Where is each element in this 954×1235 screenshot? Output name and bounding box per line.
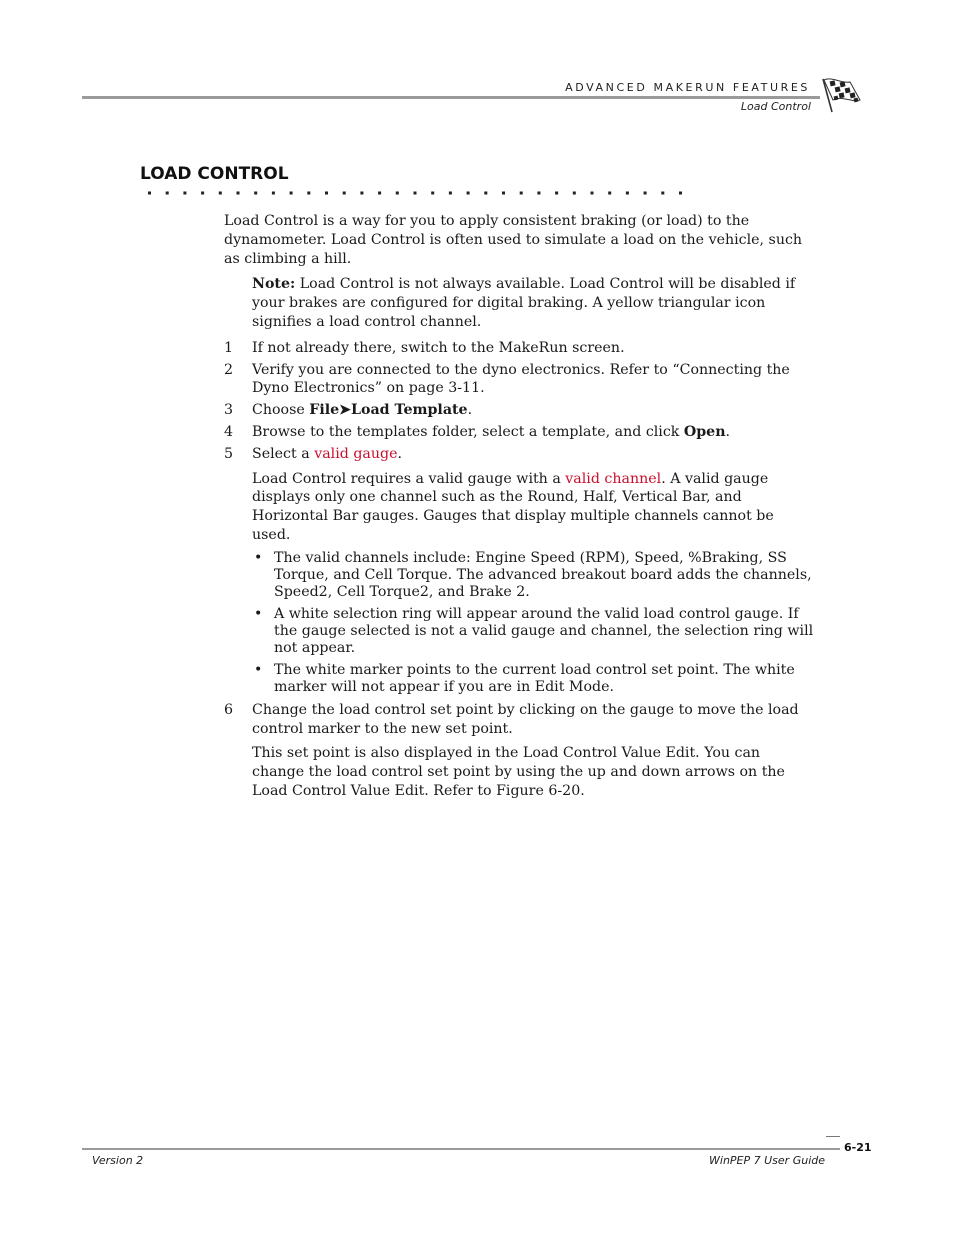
step-number: 6 bbox=[224, 701, 234, 718]
bullet-icon: • bbox=[254, 605, 263, 622]
note-label: Note: bbox=[252, 276, 296, 293]
step-text: Verify you are connected to the dyno electronics. Refer to “Connecting the Dyno Electronics” on page 3-11. bbox=[252, 361, 790, 397]
intro-paragraph: Load Control is a way for you to apply consistent braking (or load) to the dynamometer. Load Control is often used to simulate a load on the vehicle, such as climbing a hill. bbox=[224, 213, 803, 267]
menu-load-template: Load Template bbox=[351, 402, 468, 419]
step-text: Change the load control set point by clicking on the gauge to move the load control marker to the new set point. bbox=[252, 701, 799, 737]
bullet-item bbox=[252, 550, 814, 601]
checkered-flag-icon bbox=[820, 76, 866, 114]
step-text-suffix: . bbox=[725, 423, 731, 440]
step-text: If not already there, switch to the MakeRun screen. bbox=[252, 339, 625, 356]
bullet-text: The valid channels include: Engine Speed (RPM), Speed, %Braking, SS Torque, and Cell Torque. The advanced breakout board adds the channels, Speed2, Cell Torque2, and Brake 2. bbox=[274, 549, 812, 600]
step-text-suffix: . bbox=[397, 445, 402, 462]
step-text-prefix: Browse to the templates folder, select a template, and click bbox=[252, 423, 684, 440]
step-2 bbox=[224, 361, 814, 399]
valid-gauge-link[interactable]: valid gauge bbox=[314, 445, 398, 462]
bullet-text: The white marker points to the current load control set point. The white marker will not appear if you are in Edit Mode. bbox=[274, 661, 795, 695]
section-title: LOAD CONTROL bbox=[140, 164, 289, 184]
bullet-item bbox=[252, 662, 814, 696]
menu-file: File bbox=[309, 402, 340, 419]
bullet-icon: • bbox=[254, 661, 263, 678]
header-rule bbox=[82, 96, 820, 99]
step-6-paragraph: This set point is also displayed in the Load Control Value Edit. You can change the load control set point by using the up and down arrows on the Load Control Value Edit. Refer to Figure 6-20. bbox=[252, 745, 785, 799]
step-4 bbox=[224, 423, 814, 442]
step-number: 5 bbox=[224, 445, 234, 462]
footer-version: Version 2 bbox=[92, 1154, 144, 1167]
step-text-suffix: . bbox=[467, 402, 473, 419]
step-number: 2 bbox=[224, 361, 234, 378]
valid-channel-link[interactable]: valid channel bbox=[565, 470, 662, 487]
step-6 bbox=[224, 701, 814, 801]
step-5-paragraph bbox=[252, 470, 814, 545]
step-number: 3 bbox=[224, 402, 234, 419]
step-1 bbox=[224, 339, 814, 358]
bullet-text: A white selection ring will appear around the valid load control gauge. If the gauge selected is not a valid gauge and channel, the selection ring will not appear. bbox=[274, 605, 814, 656]
title-dotted-rule bbox=[147, 191, 692, 195]
note-text: Load Control is not always available. Load Control will be disabled if your brakes are configured for digital braking. A yellow triangular icon signifies a load control channel. bbox=[252, 276, 796, 330]
footer-guide-title: WinPEP 7 User Guide bbox=[709, 1154, 825, 1167]
bullet-icon: • bbox=[254, 549, 263, 566]
steps-list bbox=[224, 339, 814, 801]
step-3 bbox=[224, 401, 814, 420]
step-5-bullets bbox=[252, 550, 814, 696]
step-text-prefix: Choose bbox=[252, 402, 310, 419]
note-paragraph bbox=[252, 275, 814, 331]
open-command: Open bbox=[683, 423, 726, 440]
step-number: 4 bbox=[224, 423, 234, 440]
para-text-prefix: Load Control requires a valid gauge with a bbox=[252, 470, 566, 487]
footer-tick bbox=[826, 1136, 840, 1137]
step-5 bbox=[224, 445, 814, 696]
page-number: 6-21 bbox=[844, 1141, 872, 1154]
para-text-suffix: . A valid gauge displays only one channel such as the Round, Half, Vertical Bar, and Horizontal Bar gauges. Gauges that display multiple channels cannot be used. bbox=[252, 470, 774, 543]
footer-rule bbox=[82, 1148, 840, 1150]
step-number: 1 bbox=[224, 339, 234, 356]
step-text-prefix: Select a bbox=[252, 445, 315, 462]
header-section-title: ADVANCED MAKERUN FEATURES bbox=[565, 81, 810, 94]
header-subsection-title: Load Control bbox=[740, 100, 811, 113]
bullet-item bbox=[252, 606, 814, 657]
menu-arrow-icon: ➤ bbox=[339, 402, 352, 419]
body-content bbox=[224, 212, 814, 806]
